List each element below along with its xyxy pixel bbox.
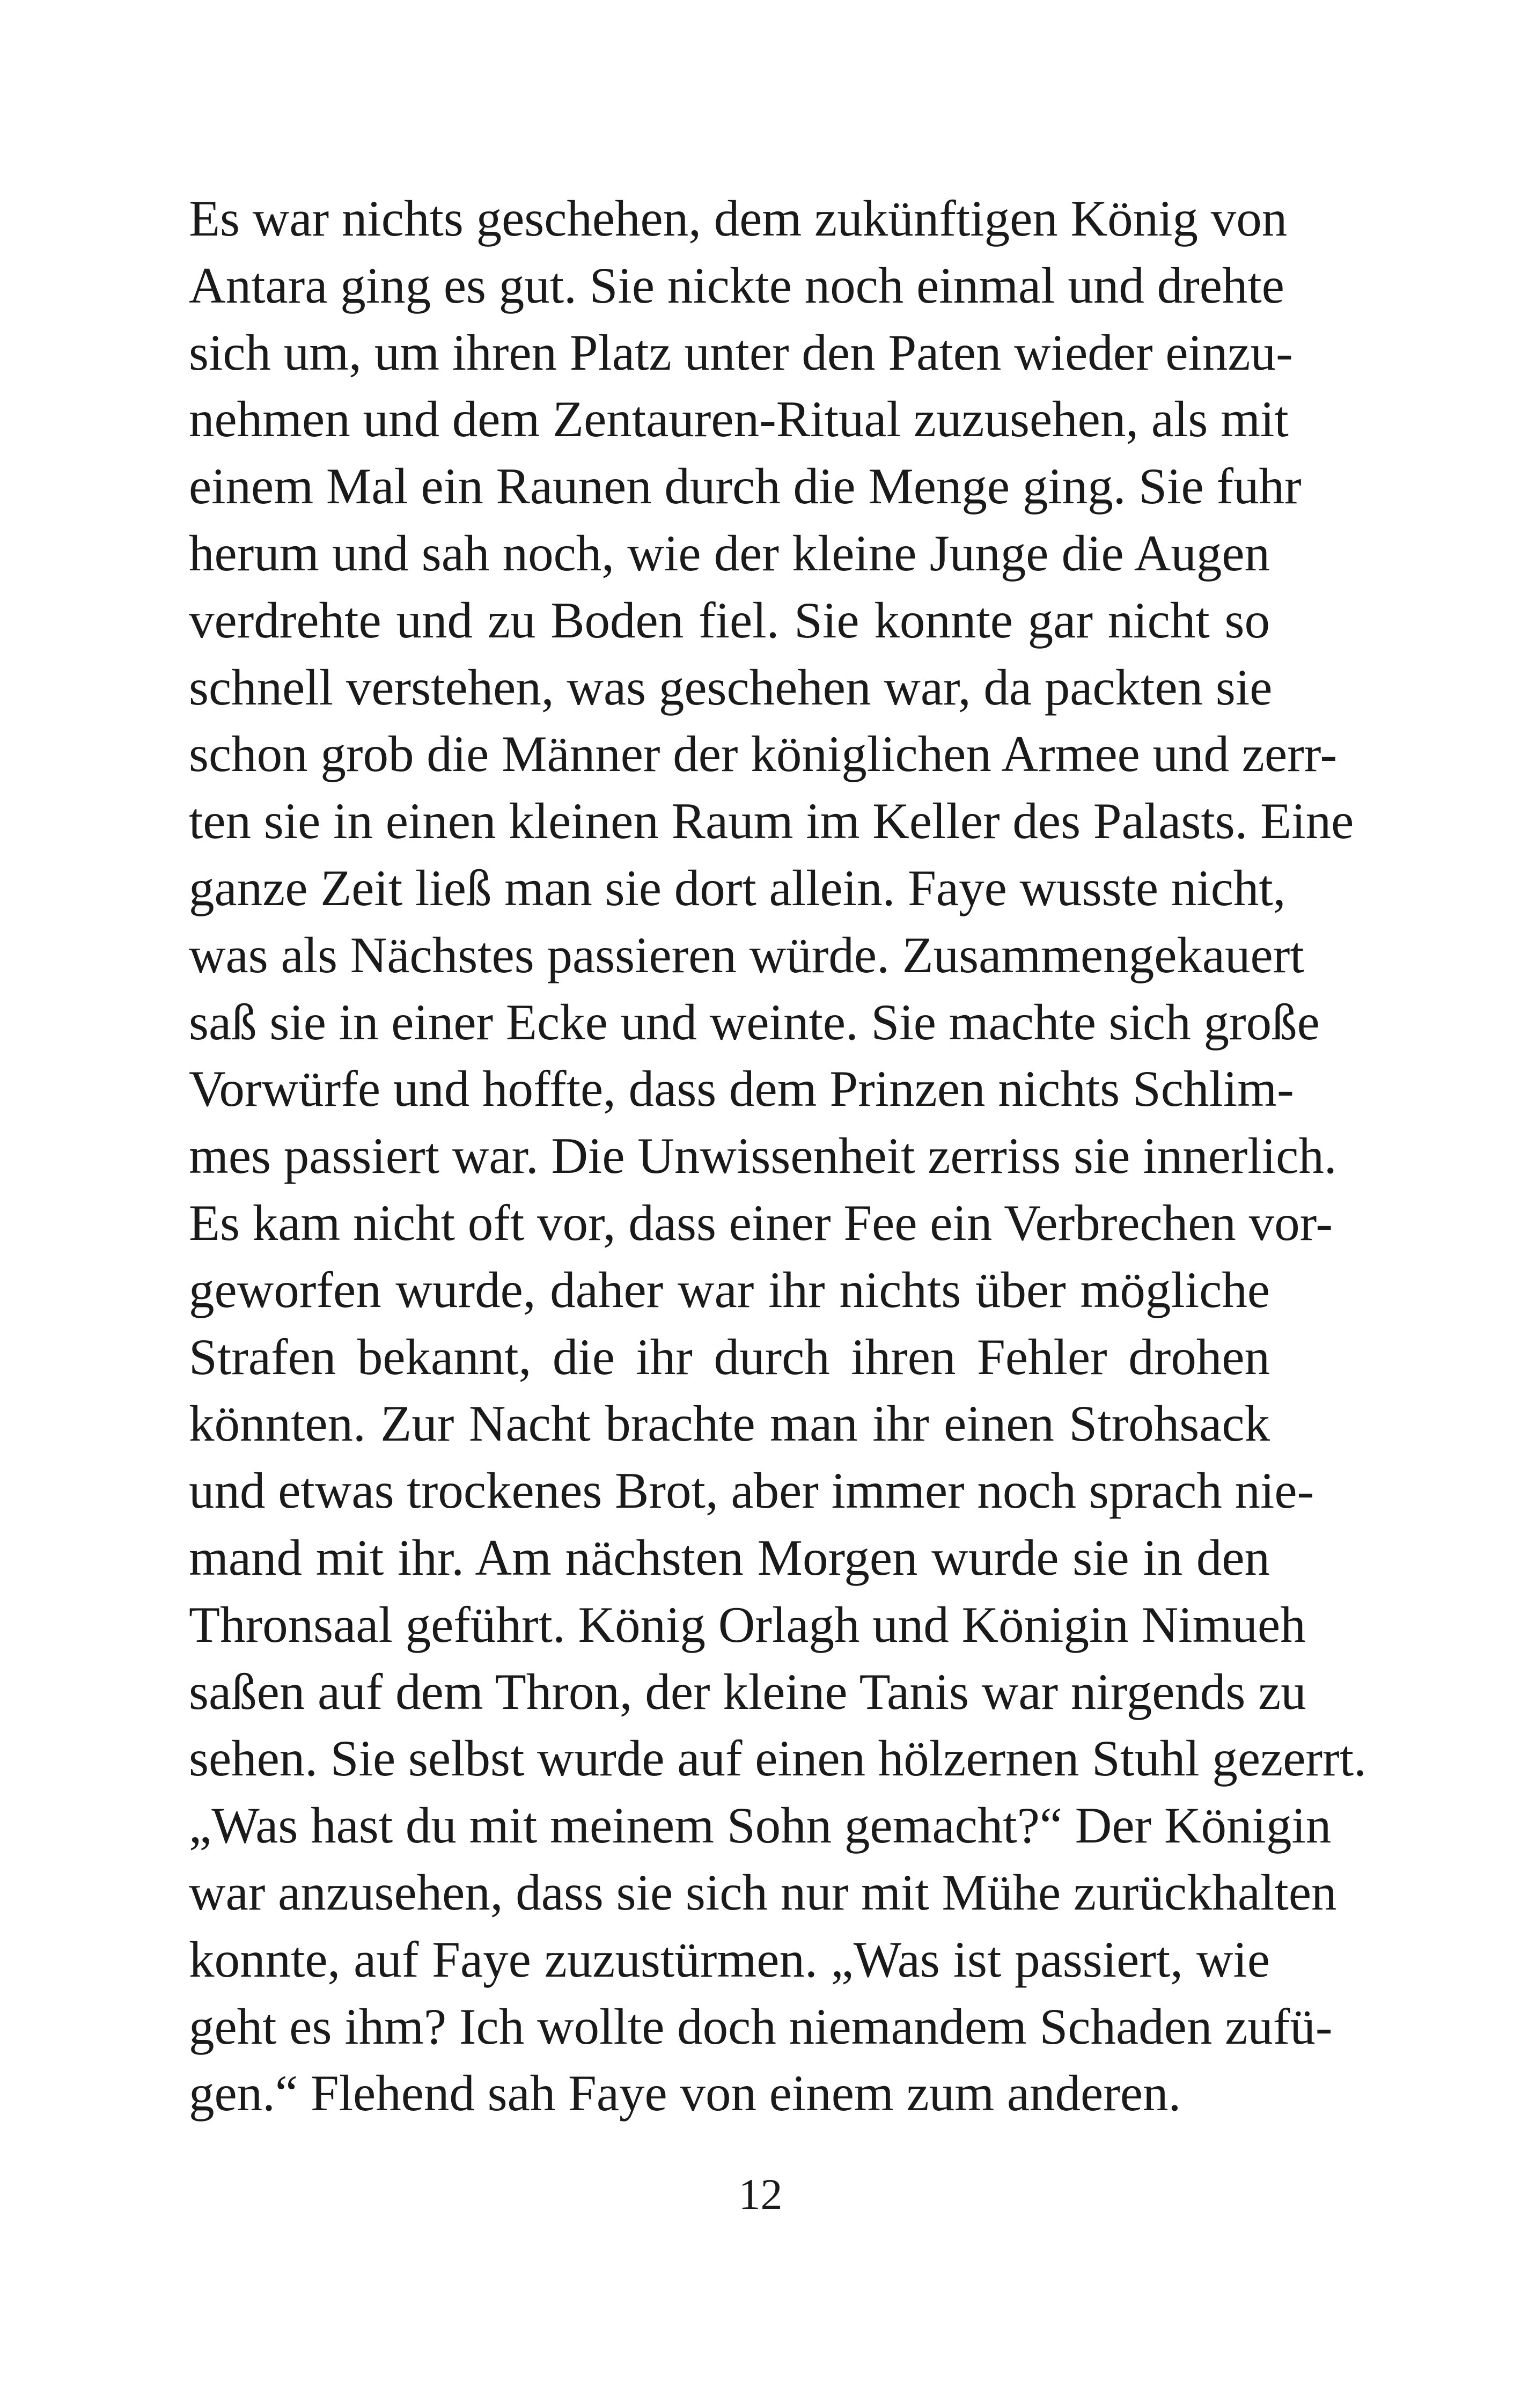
- text-line: schnell verstehen, was geschehen war, da packten sie: [189, 658, 1273, 716]
- text-line: geht es ihm? Ich wollte doch niemandem Schaden zufü-: [189, 1998, 1333, 2055]
- text-line-last: gen.“ Flehend sah Faye von einem zum anderen.: [189, 2065, 1181, 2122]
- text-line: Antara ging es gut. Sie nickte noch einmal und drehte: [189, 256, 1284, 314]
- text-line: und etwas trockenes Brot, aber immer noch sprach nie-: [189, 1462, 1314, 1519]
- text-line: einem Mal ein Raunen durch die Menge ging. Sie fuhr: [189, 458, 1302, 515]
- text-line: verdrehte und zu Boden fiel. Sie konnte gar nicht so: [189, 591, 1270, 649]
- text-line: mes passiert war. Die Unwissenheit zerriss sie innerlich.: [189, 1127, 1337, 1185]
- text-line: ganze Zeit ließ man sie dort allein. Faye wusste nicht,: [189, 859, 1286, 916]
- text-line: Vorwürfe und hoffte, dass dem Prinzen nichts Schlim-: [189, 1060, 1294, 1118]
- text-line: saßen auf dem Thron, der kleine Tanis war nirgends zu: [189, 1663, 1306, 1720]
- text-line: sehen. Sie selbst wurde auf einen hölzernen Stuhl gezerrt.: [189, 1730, 1366, 1787]
- text-line: Es kam nicht oft vor, dass einer Fee ein Verbrechen vor-: [189, 1194, 1333, 1251]
- text-line: geworfen wurde, daher war ihr nichts über mögliche: [189, 1261, 1270, 1318]
- text-line: Strafen bekannt, die ihr durch ihren Fehler drohen: [189, 1328, 1270, 1385]
- text-line: konnte, auf Faye zuzustürmen. „Was ist passiert, wie: [189, 1930, 1270, 1988]
- text-line: sich um, um ihren Platz unter den Paten wieder einzu-: [189, 324, 1293, 381]
- text-line: ten sie in einen kleinen Raum im Keller des Palasts. Eine: [189, 792, 1354, 850]
- page-body-text: [189, 185, 1366, 2127]
- text-line: nehmen und dem Zentauren-Ritual zuzusehen, als mit: [189, 391, 1289, 448]
- text-line: Thronsaal geführt. König Orlagh und Königin Nimueh: [189, 1596, 1306, 1653]
- text-line: könnten. Zur Nacht brachte man ihr einen Strohsack: [189, 1395, 1270, 1452]
- text-line: herum und sah noch, wie der kleine Junge die Augen: [189, 524, 1270, 582]
- text-line: saß sie in einer Ecke und weinte. Sie machte sich große: [189, 993, 1320, 1051]
- text-line: mand mit ihr. Am nächsten Morgen wurde sie in den: [189, 1529, 1270, 1586]
- text-line: Es war nichts geschehen, dem zukünftigen König von: [189, 190, 1288, 247]
- text-line: „Was hast du mit meinem Sohn gemacht?“ Der Königin: [189, 1797, 1332, 1854]
- page-number: 12: [738, 2170, 783, 2219]
- text-line: was als Nächstes passieren würde. Zusammengekauert: [189, 926, 1304, 983]
- text-line: schon grob die Männer der königlichen Armee und zerr-: [189, 725, 1338, 783]
- text-line: war anzusehen, dass sie sich nur mit Mühe zurückhalten: [189, 1863, 1337, 1921]
